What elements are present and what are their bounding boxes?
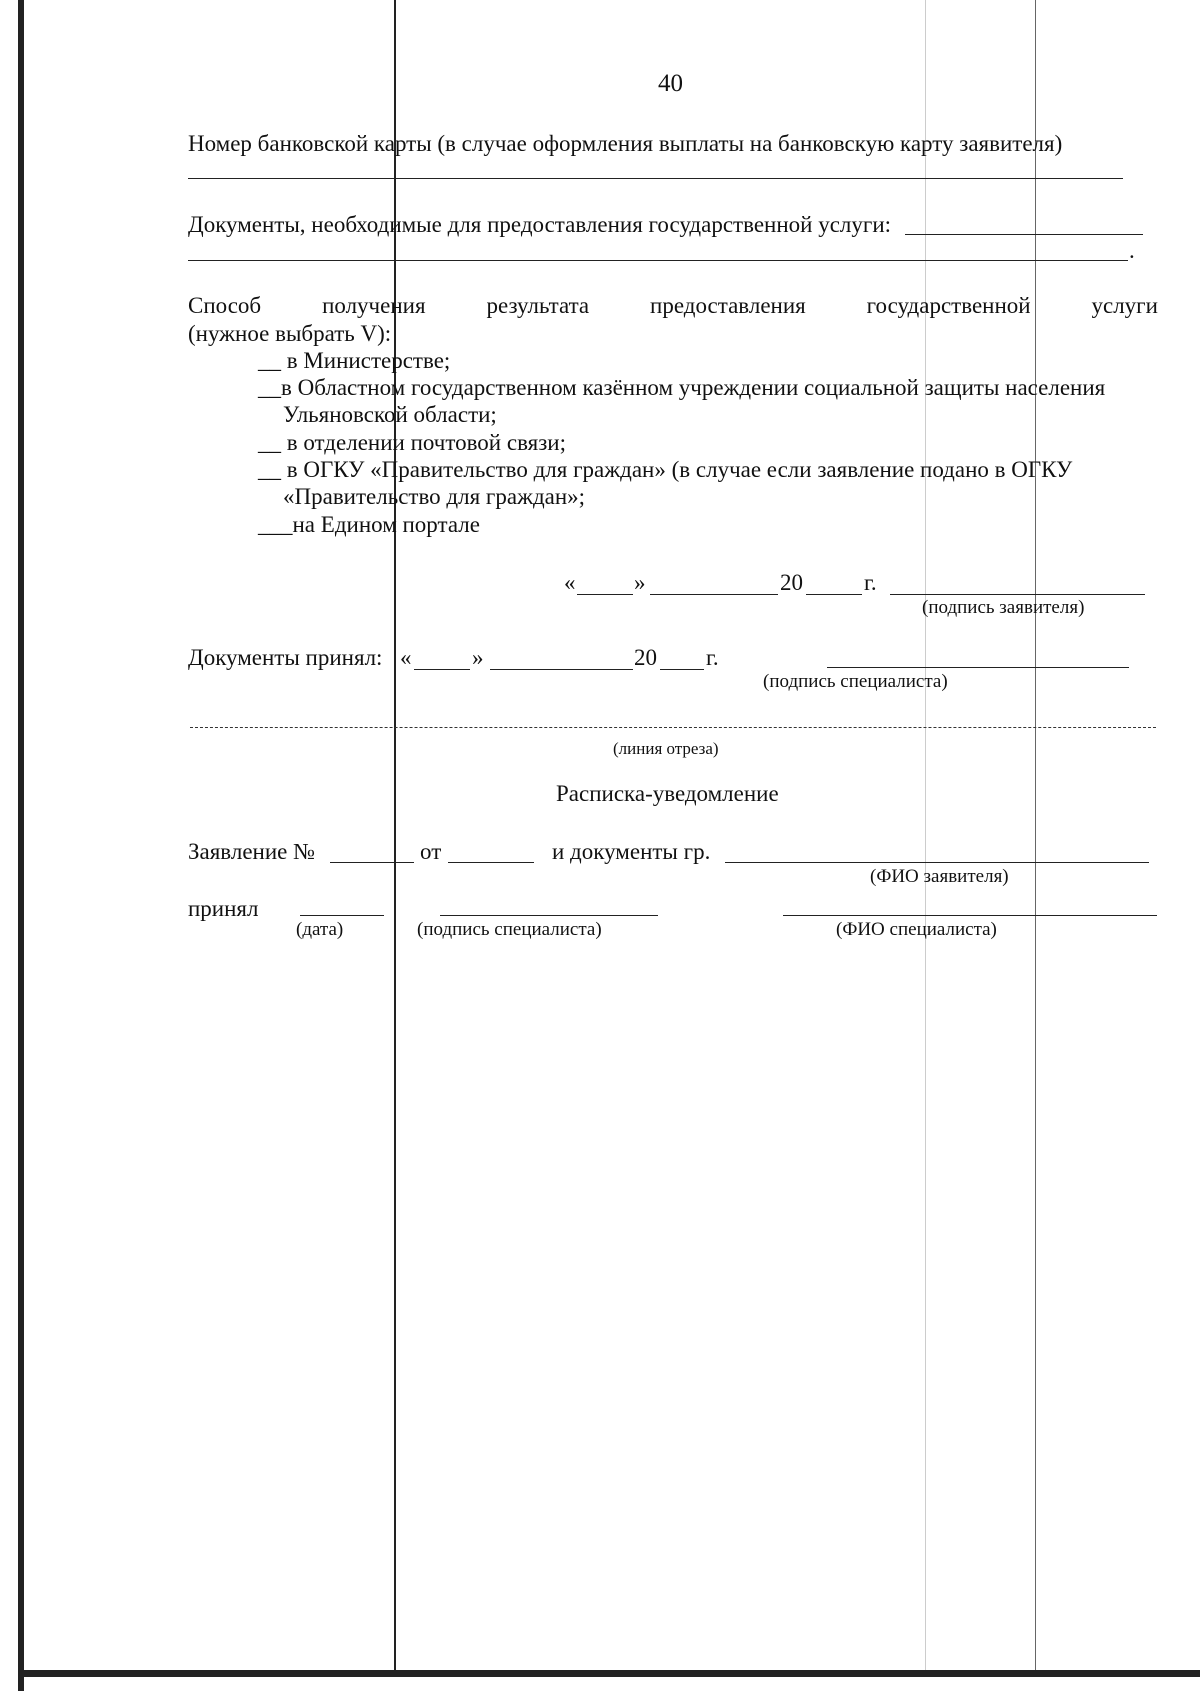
from-label: от	[420, 839, 442, 864]
docs-label: и документы гр.	[552, 839, 711, 864]
method-line1	[188, 292, 1158, 320]
applicant-signature-caption: (подпись заявителя)	[922, 597, 1085, 618]
date-caption: (дата)	[296, 919, 344, 940]
documents-label: Документы, необходимые для предоставления государственной услуги:	[188, 212, 892, 237]
page-number: 40	[658, 70, 683, 97]
method-word: предоставления	[650, 293, 806, 318]
accepted-year-suffix: г.	[706, 645, 719, 670]
applicant-year-field[interactable]	[806, 594, 862, 595]
accepted-by-label: принял	[188, 896, 259, 921]
method-word: услуги	[1091, 293, 1158, 318]
option-unified-portal[interactable]: ___на Едином портале	[258, 512, 480, 537]
specialist-fio-field[interactable]	[783, 915, 1157, 916]
accepted-open-quote: «	[400, 645, 412, 670]
specialist-fio-caption: (ФИО специалиста)	[836, 919, 997, 940]
specialist-signature-caption: (подпись специалиста)	[417, 919, 602, 940]
accepted-date-field[interactable]	[300, 915, 384, 916]
scan-left-border	[18, 0, 24, 1691]
method-word: результата	[486, 293, 590, 318]
applicant-fio-caption: (ФИО заявителя)	[870, 866, 1009, 887]
applicant-signature-field[interactable]	[890, 594, 1145, 595]
accepted-year-prefix: 20	[634, 645, 657, 670]
cut-line-caption: (линия отреза)	[613, 739, 719, 758]
applicant-close-quote: »	[634, 570, 646, 595]
scan-bottom-border	[18, 1670, 1200, 1677]
statement-date-field[interactable]	[448, 862, 534, 863]
scan-fold-line-left	[394, 0, 396, 1670]
applicant-open-quote: «	[564, 570, 576, 595]
bank-card-field[interactable]	[188, 178, 1123, 179]
option-ministry[interactable]: __ в Министерстве;	[258, 348, 451, 373]
accepted-signature-field[interactable]	[827, 667, 1129, 668]
specialist-signature-field[interactable]	[440, 915, 658, 916]
method-word: государственной	[866, 293, 1031, 318]
method-line2: (нужное выбрать V):	[188, 321, 392, 346]
receipt-title: Расписка-уведомление	[556, 781, 779, 806]
applicant-year-prefix: 20	[780, 570, 803, 595]
accepted-day-field[interactable]	[414, 669, 470, 670]
applicant-fio-field[interactable]	[725, 862, 1149, 863]
option-regional-institution-cont: Ульяновской области;	[283, 402, 497, 427]
applicant-month-field[interactable]	[650, 594, 778, 595]
applicant-year-suffix: г.	[864, 570, 877, 595]
accepted-year-field[interactable]	[660, 669, 704, 670]
documents-end-dot: .	[1129, 238, 1135, 263]
applicant-day-field[interactable]	[577, 594, 633, 595]
bank-card-label: Номер банковской карты (в случае оформления выплаты на банковскую карту заявителя)	[188, 131, 1063, 156]
scan-fold-line-right	[1035, 0, 1036, 1670]
option-ogku-cont: «Правительство для граждан»;	[283, 484, 586, 509]
method-word: Способ	[188, 293, 262, 318]
accepted-month-field[interactable]	[490, 669, 633, 670]
option-ogku[interactable]: __ в ОГКУ «Правительство для граждан» (в случае если заявление подано в ОГКУ	[258, 457, 1073, 482]
statement-label: Заявление №	[188, 839, 316, 864]
option-regional-institution[interactable]: __в Областном государственном казённом учреждении социальной защиты населения	[258, 375, 1106, 400]
scan-faint-line	[925, 0, 926, 1670]
option-post-office[interactable]: __ в отделении почтовой связи;	[258, 430, 566, 455]
statement-number-field[interactable]	[330, 862, 414, 863]
cut-line	[190, 727, 1156, 728]
method-word: получения	[322, 293, 426, 318]
documents-field-1[interactable]	[905, 234, 1143, 235]
accepted-close-quote: »	[472, 645, 484, 670]
accepted-label: Документы принял:	[188, 645, 383, 670]
accepted-signature-caption: (подпись специалиста)	[763, 671, 948, 692]
documents-field-2[interactable]	[188, 260, 1128, 261]
